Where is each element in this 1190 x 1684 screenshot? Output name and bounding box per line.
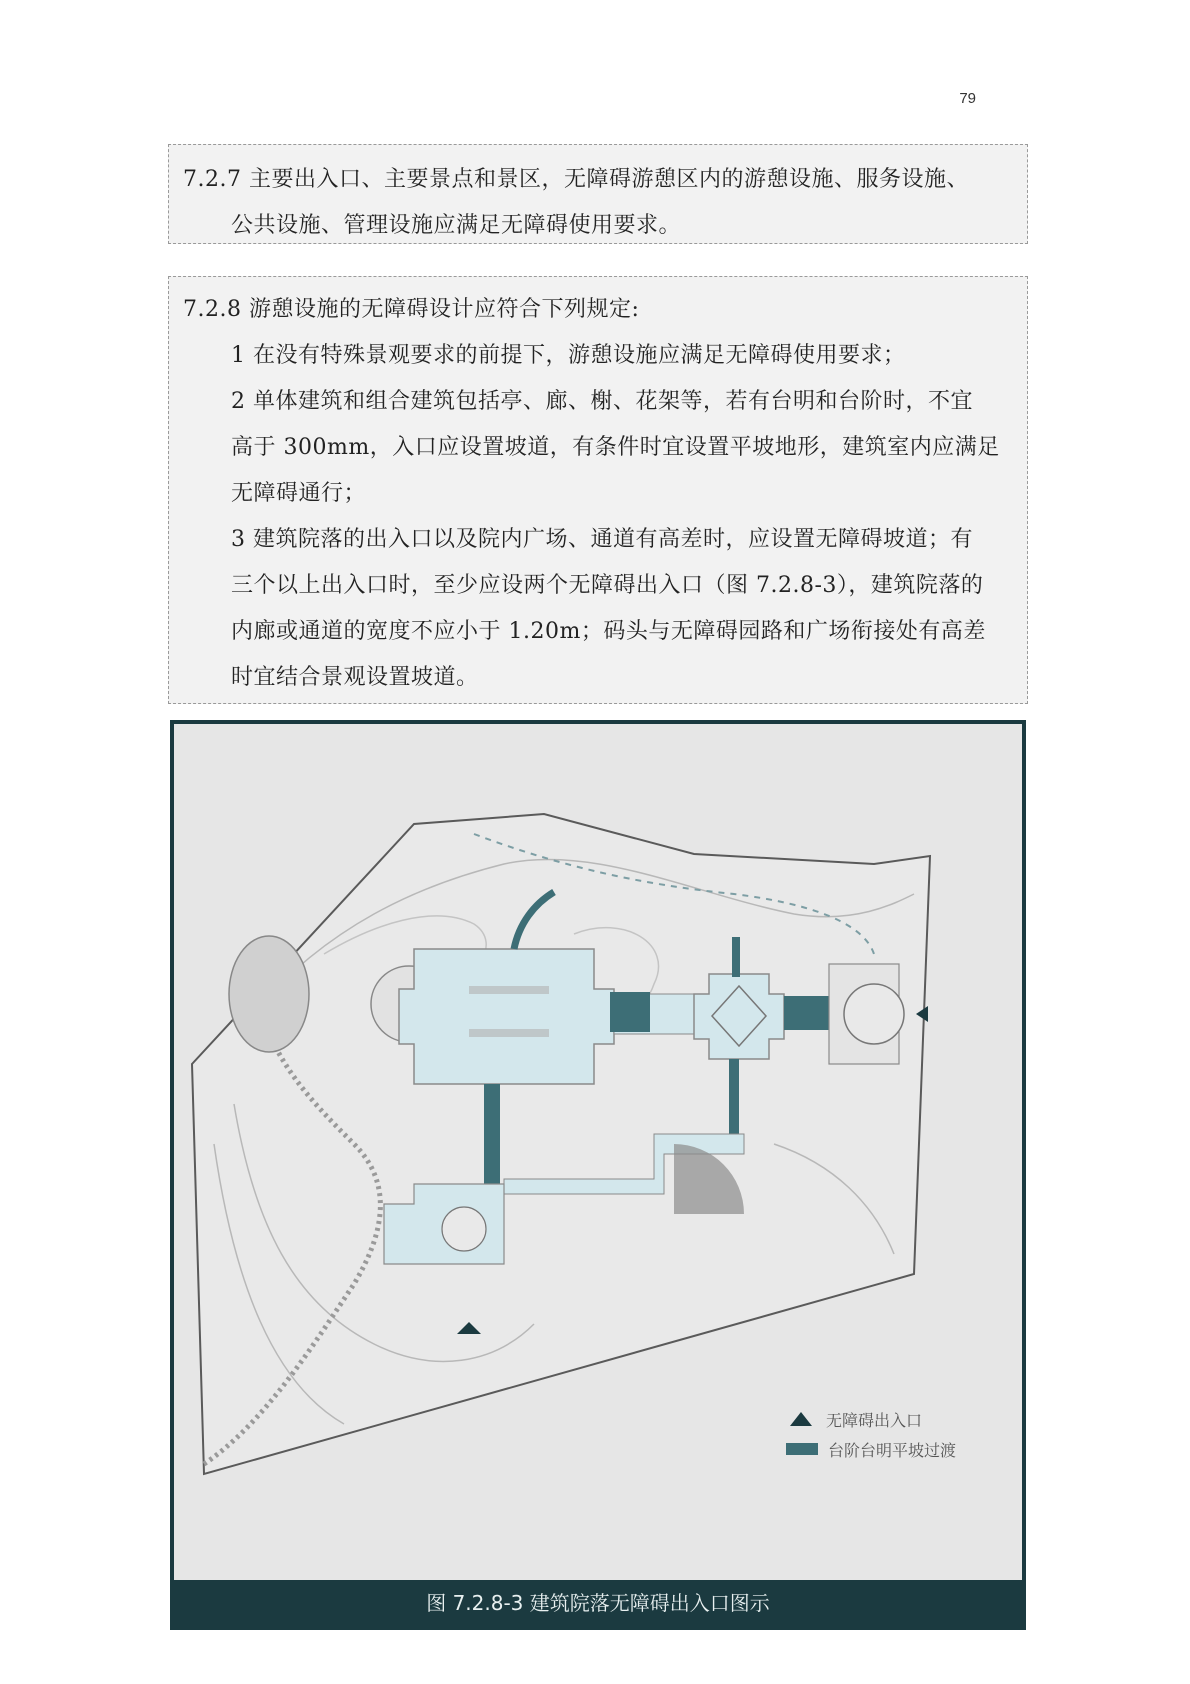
legend-entrance-label: 无障碍出入口 (826, 1410, 923, 1430)
clause-7-2-8-heading: 7.2.8 游憩设施的无障碍设计应符合下列规定: (183, 297, 640, 322)
transition-ramp (729, 1059, 739, 1134)
clause-item-line: 高于 300mm，入口应设置坡道，有条件时宜设置平坡地形，建筑室内应满足 (231, 435, 1000, 460)
clause-item-line: 无障碍通行； (231, 481, 367, 506)
legend-transition (786, 1434, 956, 1464)
transition-ramp (610, 992, 650, 1032)
clause-7-2-7 (168, 144, 1028, 244)
triangle-icon (790, 1412, 812, 1426)
figure-caption: 图 7.2.8-3 建筑院落无障碍出入口图示 (174, 1580, 1022, 1626)
courtyard-bench (469, 986, 549, 994)
page-number: 79 (959, 90, 976, 107)
rock-garden (229, 936, 309, 1052)
clause-item-line: 三个以上出入口时，至少应设两个无障碍出入口（图 7.2.8-3），建筑院落的 (231, 573, 984, 598)
main-courtyard (399, 949, 614, 1084)
site-plan-figure (170, 720, 1026, 1630)
clause-item-line: 时宜结合景观设置坡道。 (231, 665, 479, 690)
legend-entrance (786, 1404, 956, 1434)
southwest-plaza (442, 1207, 486, 1251)
clause-item-line: 3 建筑院落的出入口以及院内广场、通道有高差时，应设置无障碍坡道；有 (231, 527, 973, 552)
courtyard-bench (469, 1029, 549, 1037)
transition-ramp (484, 1084, 500, 1184)
rectangle-icon (786, 1443, 818, 1455)
transition-ramp (732, 937, 740, 977)
transition-ramp (784, 996, 829, 1030)
site-boundary (192, 814, 930, 1474)
clause-item-line: 内廊或通道的宽度不应小于 1.20m；码头与无障碍园路和广场衔接处有高差 (231, 619, 986, 644)
clause-item-line: 2 单体建筑和组合建筑包括亭、廊、榭、花架等，若有台明和台阶时，不宜 (231, 389, 973, 414)
legend-transition-label: 台阶台明平坡过渡 (828, 1440, 957, 1460)
clause-item-line: 1 在没有特殊景观要求的前提下，游憩设施应满足无障碍使用要求； (231, 343, 906, 368)
clause-7-2-8 (168, 276, 1028, 704)
east-rotunda (844, 984, 904, 1044)
legend (786, 1404, 956, 1464)
clause-7-2-7-line-2: 公共设施、管理设施应满足无障碍使用要求。 (231, 213, 682, 238)
clause-7-2-7-line-1: 7.2.7 主要出入口、主要景点和景区，无障碍游憩区内的游憩设施、服务设施、 (183, 167, 969, 192)
